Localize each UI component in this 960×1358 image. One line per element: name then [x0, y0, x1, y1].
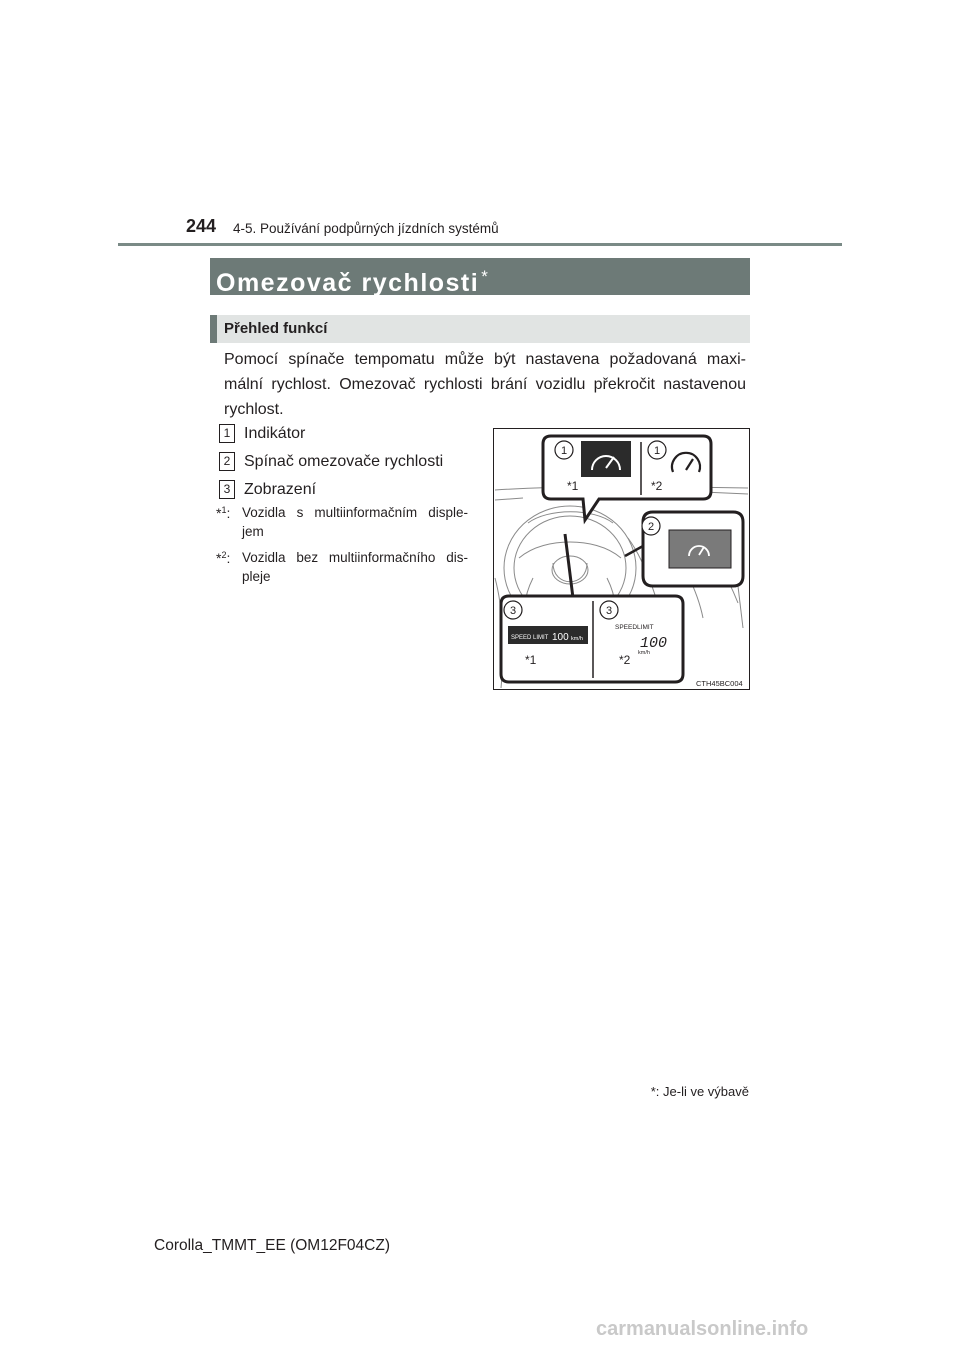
callout-number: 3	[605, 605, 613, 617]
display-label: SPEED LIMIT	[511, 635, 549, 641]
chapter-title: 4-5. Používání podpůrných jízdních systémů	[233, 221, 499, 236]
page-number: 244	[186, 216, 217, 236]
callout-number: 1	[560, 445, 568, 457]
callout-number: 3	[509, 605, 517, 617]
figure-code: CTH45BC004	[696, 679, 743, 688]
display-value: 100	[552, 632, 569, 643]
footnote	[216, 503, 468, 541]
variant-mark: *2	[619, 653, 631, 667]
item-number: 2	[219, 452, 235, 471]
list-item	[219, 452, 443, 471]
page-title-text: Omezovač rychlosti	[216, 269, 480, 297]
section-heading-accent	[210, 315, 217, 343]
item-number: 3	[219, 480, 235, 499]
watermark: carmanualsonline.info	[596, 1318, 809, 1340]
footnote-mark: *$^2$:	[216, 550, 231, 566]
intro-paragraph: Pomocí spínače tempomatu může být nastavena požadovaná maxi- mální rychlost. Omezovač rychlosti brání vozidlu překročit nastavenou rychlost.	[224, 351, 746, 418]
list-item	[219, 480, 316, 499]
speed-limiter-illustration	[493, 428, 750, 690]
display-label: SPEEDLIMIT	[615, 624, 654, 631]
variant-mark: *1	[525, 653, 537, 667]
variant-mark: *2	[651, 479, 663, 493]
variant-mark: *1	[567, 479, 579, 493]
display-unit: km/h	[638, 650, 650, 656]
footnote-text: Vozidla bez multiinformačního dis- pleje	[242, 550, 468, 584]
display-unit: km/h	[571, 636, 583, 642]
availability-note: *: Je-li ve výbavě	[650, 1084, 749, 1099]
page-title	[216, 258, 489, 295]
display-value: 100	[640, 635, 668, 652]
header-rule	[118, 243, 842, 246]
footnote	[216, 548, 468, 586]
item-label: Spínač omezovače rychlosti	[244, 453, 444, 470]
footnote-mark: *$^1$:	[216, 505, 231, 521]
callout-switch-panel	[625, 512, 743, 586]
item-label: Zobrazení	[244, 481, 317, 498]
footnote-text: Vozidla s multiinformačním disple- jem	[242, 505, 468, 539]
item-label: Indikátor	[244, 425, 306, 442]
list-item	[219, 424, 305, 443]
footer-model: Corolla_TMMT_EE (OM12F04CZ)	[154, 1237, 390, 1254]
item-number: 1	[219, 424, 235, 443]
callout-number: 1	[653, 445, 661, 457]
section-heading: Přehled funkcí	[224, 320, 328, 337]
title-equipment-marker: *	[481, 267, 490, 286]
callout-number: 2	[647, 521, 655, 533]
